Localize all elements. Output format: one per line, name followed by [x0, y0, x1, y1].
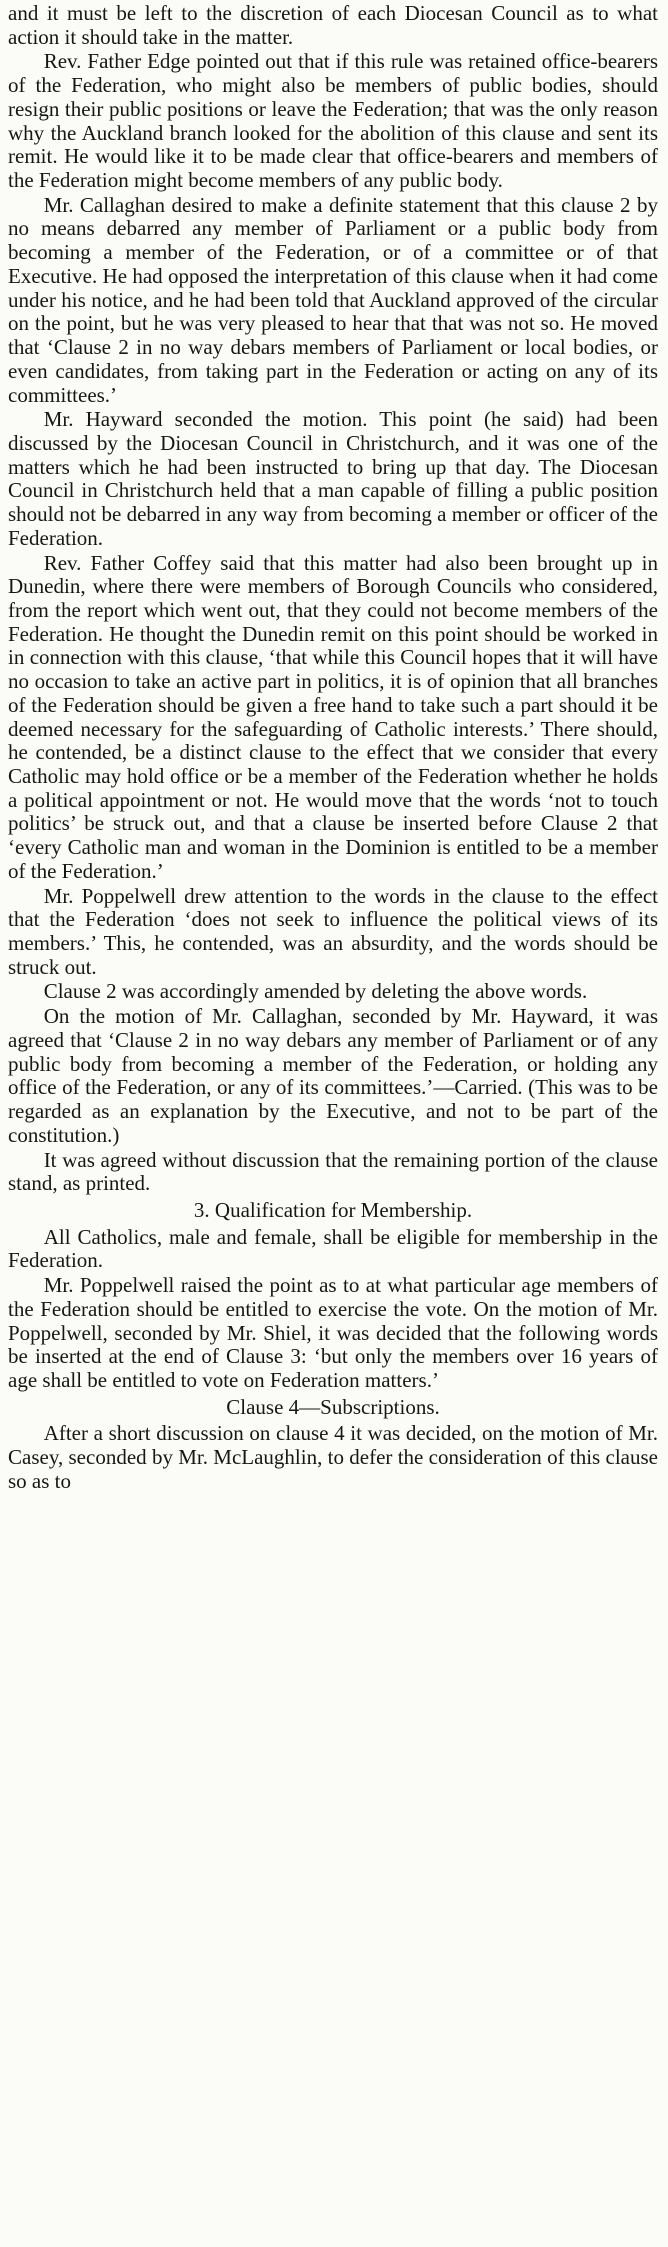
continued-paragraph: and it must be left to the discretion of each Diocesan Council as to what action it should take in the matter. [8, 1, 658, 49]
paragraph-remaining-portion: It was agreed without discussion that the remaining portion of the clause stand, as printed. [8, 1147, 658, 1196]
paragraph-callaghan-motion: On the motion of Mr. Callaghan, seconded by Mr. Hayward, it was agreed that ‘Clause 2 in no way debars any member of Parliament or of any public body from becoming a member of the Federation, or holding any office of the Federation, or any of its committees.’—Carried. (This was to be regarded as an explanation by the Executive, and not to be part of the constitution.) [8, 1004, 658, 1147]
paragraph-father-coffey: Rev. Father Coffey said that this matter had also been brought up in Dunedin, where there were members of Borough Councils who considered, from the report which went out, that they could not become members of the Federation. He thought the Dunedin remit on this point should be worked in in connection with this clause, ‘that while this Council hopes that it will have no occasion to take an active part in politics, it is of opinion that all branches of the Federation should be given a free hand to take such a part should it be deemed necessary for the safeguarding of Catholic interests.’ There should, he contended, be a distinct clause to the effect that we consider that every Catholic may hold office or be a member of the Federation whether he holds a political appointment or not. He would move that the words ‘not to touch politics’ be struck out, and that a clause be inserted before Clause 2 that ‘every Catholic man and woman in the Dominion is entitled to be a member of the Federation.’ [8, 550, 658, 883]
paragraph-clause-4-deferred: After a short discussion on clause 4 it was decided, on the motion of Mr. Casey, seconded by Mr. McLaughlin, to defer the consideration of this clause so as to [8, 1421, 658, 1493]
paragraph-callaghan-statement: Mr. Callaghan desired to make a definite statement that this clause 2 by no means debarred any member of Parliament or a public body from becoming a member of the Federation, or of a committee or of that Executive. He had opposed the interpretation of this clause when it had come under his notice, and he had been told that Auckland approved of the circular on the point, but he was very pleased to hear that that was not so. He moved that ‘Clause 2 in no way debars members of Parliament or local bodies, or even candidates, from taking part in the Federation or acting on any of its committees.’ [8, 192, 658, 407]
paragraph-poppelwell-attention: Mr. Poppelwell drew attention to the words in the clause to the effect that the Federation ‘does not seek to influence the political views of its members.’ This, he contended, was an absurdity, and the words should be struck out. [8, 883, 658, 979]
paragraph-voting-age: Mr. Poppelwell raised the point as to at what particular age members of the Federation should be entitled to exercise the vote. On the motion of Mr. Poppelwell, seconded by Mr. Shiel, it was decided that the following words be inserted at the end of Clause 3: ‘but only the members over 16 years of age shall be entitled to vote on Federation matters.’ [8, 1273, 658, 1392]
section-heading-qualification: 3. Qualification for Membership. [193, 1197, 473, 1222]
section-heading-subscriptions: Clause 4—Subscriptions. [226, 1394, 440, 1419]
paragraph-father-edge: Rev. Father Edge pointed out that if this rule was retained office-bearers of the Federation, who might also be members of public bodies, should resign their public positions or leave the Federation; that was the only reason why the Auckland branch looked for the abolition of this clause and sent its remit. He would like it to be made clear that office-bearers and members of the Federation might become members of any public body. [8, 49, 658, 193]
paragraph-eligibility: All Catholics, male and female, shall be eligible for membership in the Federation. [8, 1224, 658, 1273]
paragraph-clause-2-amended: Clause 2 was accordingly amended by deleting the above words. [43, 979, 588, 1004]
paragraph-hayward-seconded: Mr. Hayward seconded the motion. This point (he said) had been discussed by the Diocesan Council in Christchurch, and it was one of the matters which he had been instructed to bring up that day. The Diocesan Council in Christchurch held that a man capable of filling a public position should not be debarred in any way from becoming a member or officer of the Federation. [8, 407, 658, 550]
